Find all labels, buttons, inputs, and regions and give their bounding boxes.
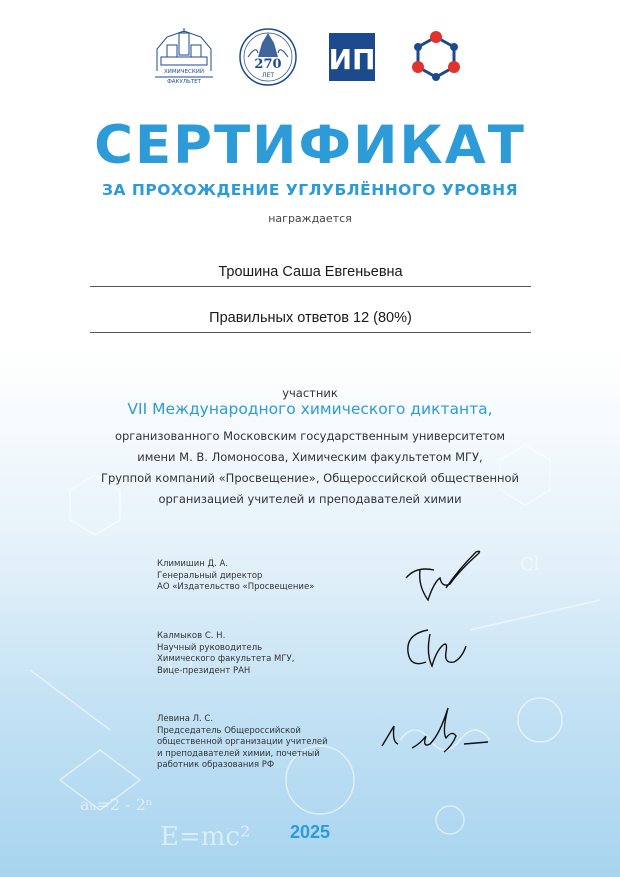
certificate-title: СЕРТИФИКАТ xyxy=(94,115,526,176)
signatory-title: Химического факультета МГУ, xyxy=(157,654,295,665)
signatory-title: общественной организации учителей xyxy=(157,737,328,748)
signature-levina xyxy=(378,700,498,764)
signatory-title: Вице-президент РАН xyxy=(157,665,251,676)
publisher-logo-letters: ИП xyxy=(328,43,376,76)
prosveshchenie-logo xyxy=(321,26,383,88)
signatory-levina xyxy=(157,714,328,772)
molecule-logo xyxy=(405,26,467,88)
event-name: VII Международного химического диктанта, xyxy=(127,400,493,418)
signatory-name: Калмыков С. Н. xyxy=(157,631,226,641)
signatory-title: Председатель Общероссийской xyxy=(157,725,301,736)
organizers-line: организацией учителей и преподавателей химии xyxy=(158,492,462,506)
signatory-name: Климишин Д. А. xyxy=(157,559,229,569)
svg-text:Cl: Cl xyxy=(520,554,540,575)
organizers-line: Группой компаний «Просвещение», Общероссийской общественной xyxy=(100,471,520,485)
organizers-line: организованного Московским государственным университетом xyxy=(114,429,506,443)
signature-klimishin xyxy=(398,542,498,606)
signatory-title: Генеральный директор xyxy=(157,570,263,581)
msu-270-logo xyxy=(237,26,299,88)
certificate-year: 2025 xyxy=(289,822,331,842)
faculty-logo-text-2: ФАКУЛЬТЕТ xyxy=(167,79,201,85)
partner-logos xyxy=(0,26,620,88)
signatory-title: АО «Издательство «Просвещение» xyxy=(157,582,315,593)
svg-text:aₙ=2 - 2ⁿ: aₙ=2 - 2ⁿ xyxy=(80,795,153,814)
anniversary-text: ЛЕТ xyxy=(262,72,274,79)
certificate-subtitle: ЗА ПРОХОЖДЕНИЕ УГЛУБЛЁННОГО УРОВНЯ xyxy=(101,181,519,199)
svg-text:E=mc²: E=mc² xyxy=(160,822,251,852)
awarded-label: награждается xyxy=(268,212,352,225)
participant-label: участник xyxy=(282,386,338,400)
signatory-title: работник образования РФ xyxy=(157,760,275,771)
signatory-klimishin xyxy=(157,559,314,594)
signatory-name: Левина Л. С. xyxy=(157,714,214,724)
signatory-kalmykov xyxy=(157,631,294,677)
signature-kalmykov xyxy=(400,624,470,674)
organizers-line: имени М. В. Ломоносова, Химическим факультетом МГУ, xyxy=(137,450,483,464)
msu-faculty-logo xyxy=(153,26,215,88)
organizers-text xyxy=(0,426,620,510)
recipient-name: Трошина Саша Евгеньевна xyxy=(90,264,531,287)
anniversary-number: 270 xyxy=(254,57,282,72)
signatory-title: Научный руководитель xyxy=(157,642,263,653)
signatory-title: и преподавателей химии, почетный xyxy=(157,748,320,759)
faculty-logo-text-1: ХИМИЧЕСКИЙ xyxy=(164,69,204,75)
correct-answers: Правильных ответов 12 (80%) xyxy=(90,310,531,333)
